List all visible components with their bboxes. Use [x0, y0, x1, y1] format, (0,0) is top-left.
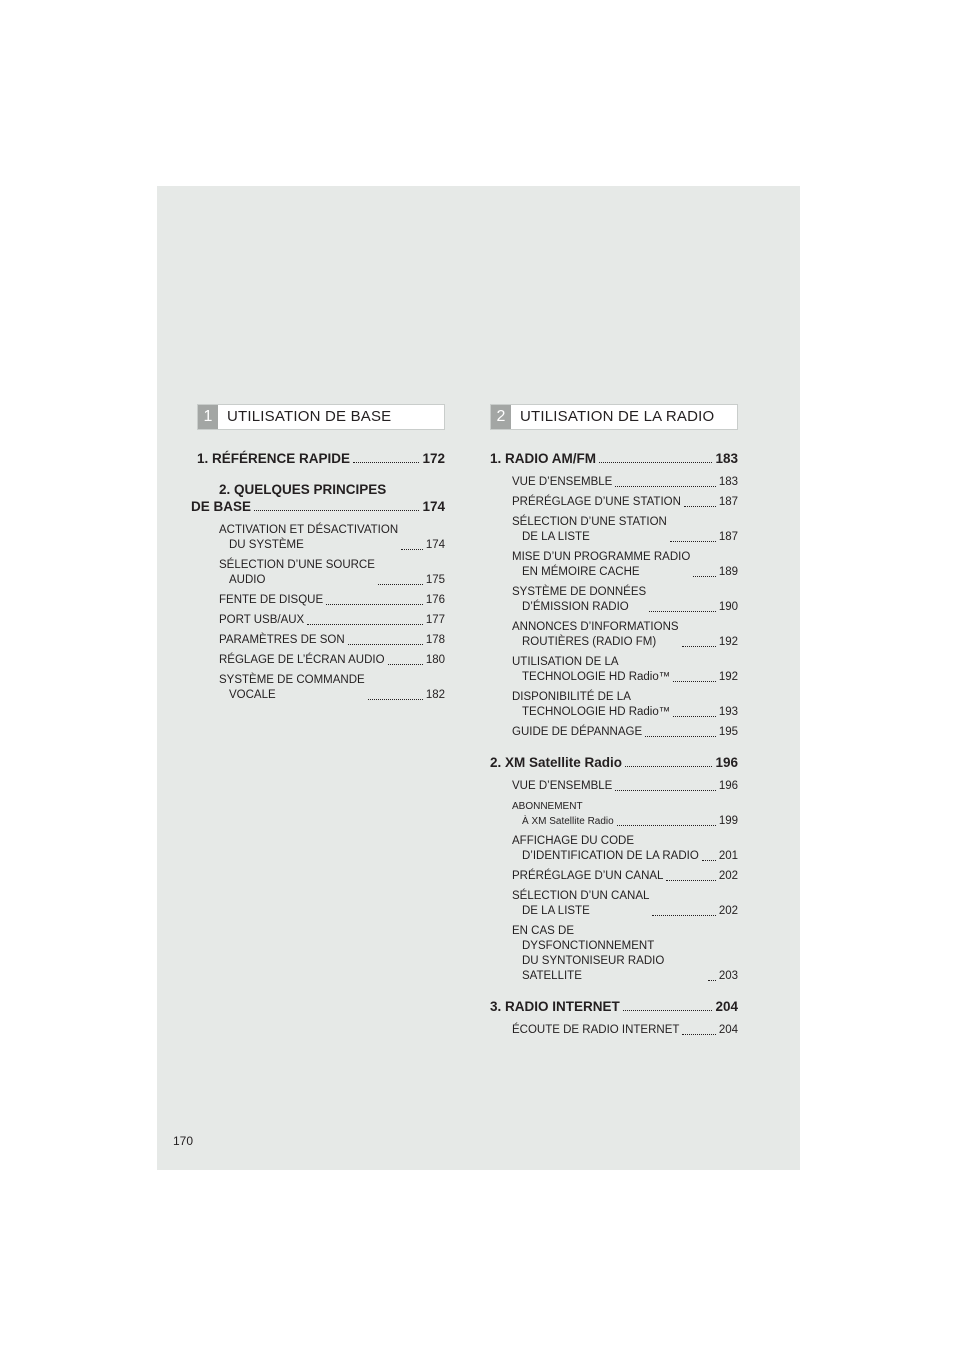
toc-item[interactable]: [219, 633, 445, 648]
dot-leader: [649, 611, 716, 612]
dot-leader: [401, 549, 423, 550]
section-header: [490, 404, 738, 430]
chapter-page: 204: [715, 999, 738, 1014]
dot-leader: [615, 790, 715, 791]
toc-item[interactable]: [219, 593, 445, 608]
item-page: 201: [718, 850, 738, 862]
item-page: 175: [425, 574, 445, 586]
dot-leader: [684, 506, 716, 507]
item-label: UTILISATION DE LA TECHNOLOGIE HD Radio™: [512, 656, 671, 683]
dot-leader: [708, 980, 716, 981]
chapter-label: 2. XM Satellite Radio: [490, 755, 623, 770]
dot-leader: [623, 1010, 713, 1011]
dot-leader: [388, 664, 423, 665]
chapter-label-continued: DE BASE: [191, 499, 252, 514]
item-label: DISPONIBILITÉ DE LA TECHNOLOGIE HD Radio™: [512, 691, 671, 718]
toc-chapter[interactable]: [490, 450, 738, 467]
item-label: EN CAS DE DYSFONCTIONNEMENT DU SYNTONISEUR RADIO SATELLITE: [512, 925, 665, 982]
dot-leader: [615, 486, 715, 487]
item-page: 203: [718, 970, 738, 982]
item-page: 182: [425, 689, 445, 701]
section-header: [197, 404, 445, 430]
item-label: SYSTÈME DE DONNÉES D’ÉMISSION RADIO: [512, 586, 647, 613]
item-page: 180: [425, 654, 445, 666]
item-page: 183: [718, 476, 738, 488]
item-label: PARAMÈTRES DE SON: [219, 634, 345, 646]
chapter-page: 196: [715, 755, 738, 770]
item-label: ABONNEMENT À XM Satellite Radio: [512, 801, 614, 827]
chapter-label: 1. RÉFÉRENCE RAPIDE: [197, 451, 351, 466]
manual-page: [157, 186, 800, 1170]
section-title: UTILISATION DE LA RADIO: [520, 408, 715, 425]
item-page: 196: [718, 780, 738, 792]
dot-leader: [673, 716, 716, 717]
toc-item[interactable]: [512, 515, 738, 545]
dot-leader: [617, 825, 716, 826]
toc-item[interactable]: [219, 613, 445, 628]
item-label: MISE D’UN PROGRAMME RADIO EN MÉMOIRE CACHE: [512, 551, 691, 578]
section-number: 1: [198, 405, 218, 429]
toc-item[interactable]: [512, 834, 738, 864]
chapter-page: 174: [422, 499, 445, 514]
item-label: VUE D’ENSEMBLE: [512, 476, 613, 488]
item-page: 189: [718, 566, 738, 578]
item-page: 174: [425, 539, 445, 551]
dot-leader: [673, 681, 716, 682]
toc-item[interactable]: [512, 495, 738, 510]
section-number: 2: [491, 405, 511, 429]
dot-leader: [670, 541, 716, 542]
item-page: 192: [718, 636, 738, 648]
toc-item[interactable]: [512, 725, 738, 740]
dot-leader: [599, 462, 712, 463]
dot-leader: [666, 880, 715, 881]
item-label: PRÉRÉGLAGE D’UN CANAL: [512, 870, 664, 882]
item-page: 202: [718, 905, 738, 917]
item-label: SÉLECTION D’UNE SOURCE AUDIO: [219, 559, 375, 586]
dot-leader: [652, 915, 715, 916]
item-page: 195: [718, 726, 738, 738]
item-label: SYSTÈME DE COMMANDE VOCALE: [219, 674, 365, 701]
toc-chapter-line1[interactable]: [197, 481, 445, 498]
dot-leader: [378, 584, 423, 585]
item-page: 190: [718, 601, 738, 613]
item-label: GUIDE DE DÉPANNAGE: [512, 726, 643, 738]
dot-leader: [693, 576, 716, 577]
item-page: 178: [425, 634, 445, 646]
toc-item[interactable]: [512, 799, 738, 829]
toc-item[interactable]: [219, 558, 445, 588]
dot-leader: [645, 736, 716, 737]
dot-leader: [625, 766, 712, 767]
toc-item[interactable]: [512, 585, 738, 615]
dot-leader: [368, 699, 423, 700]
toc-item[interactable]: [219, 673, 445, 703]
dot-leader: [702, 860, 716, 861]
chapter-label: 3. RADIO INTERNET: [490, 999, 620, 1014]
section-1: [191, 404, 445, 708]
dot-leader: [682, 1034, 715, 1035]
item-label: ACTIVATION ET DÉSACTIVATION DU SYSTÈME: [219, 524, 399, 551]
item-label: FENTE DE DISQUE: [219, 594, 324, 606]
item-page: 192: [718, 671, 738, 683]
toc-item[interactable]: [512, 889, 738, 919]
dot-leader: [254, 510, 419, 511]
chapter-page: 172: [422, 451, 445, 466]
toc-chapter[interactable]: [197, 450, 445, 467]
dot-leader: [353, 462, 419, 463]
toc-item[interactable]: [512, 655, 738, 685]
item-label: AFFICHAGE DU CODE D’IDENTIFICATION DE LA RADIO: [512, 835, 699, 862]
chapter-page: 183: [715, 451, 738, 466]
toc-item[interactable]: [512, 1023, 738, 1038]
toc-chapter[interactable]: [490, 754, 738, 771]
item-label: ÉCOUTE DE RADIO INTERNET: [512, 1024, 680, 1036]
toc-item[interactable]: [512, 690, 738, 720]
item-page: 187: [718, 531, 738, 543]
dot-leader: [307, 624, 423, 625]
section-title: UTILISATION DE BASE: [227, 408, 392, 425]
item-page: 193: [718, 706, 738, 718]
chapter-label: 2. QUELQUES PRINCIPES: [219, 482, 387, 497]
item-label: PRÉRÉGLAGE D’UNE STATION: [512, 496, 681, 508]
toc-chapter-line2[interactable]: [191, 498, 445, 515]
item-label: VUE D’ENSEMBLE: [512, 780, 613, 792]
item-page: 199: [718, 815, 738, 827]
item-page: 204: [718, 1024, 738, 1036]
item-page: 202: [718, 870, 738, 882]
dot-leader: [682, 646, 716, 647]
item-label: ANNONCES D’INFORMATIONS ROUTIÈRES (RADIO FM): [512, 621, 679, 648]
toc-item[interactable]: [219, 653, 445, 668]
toc-item[interactable]: [512, 779, 738, 794]
item-label: PORT USB/AUX: [219, 614, 305, 626]
page-number: 170: [173, 1134, 194, 1148]
toc-chapter[interactable]: [490, 998, 738, 1015]
toc-item[interactable]: [512, 869, 738, 884]
toc-item[interactable]: [512, 620, 738, 650]
section-2: [490, 404, 738, 1043]
item-label: SÉLECTION D’UNE STATION DE LA LISTE: [512, 516, 667, 543]
chapter-label: 1. RADIO AM/FM: [490, 451, 596, 466]
item-page: 177: [425, 614, 445, 626]
item-label: RÉGLAGE DE L’ÉCRAN AUDIO: [219, 654, 385, 666]
toc-item[interactable]: [512, 475, 738, 490]
item-label: SÉLECTION D’UN CANAL DE LA LISTE: [512, 890, 650, 917]
toc-item[interactable]: [219, 523, 445, 553]
toc-item[interactable]: [512, 550, 738, 580]
item-page: 187: [718, 496, 738, 508]
toc-item[interactable]: [512, 924, 738, 984]
dot-leader: [326, 604, 423, 605]
dot-leader: [348, 644, 423, 645]
item-page: 176: [425, 594, 445, 606]
